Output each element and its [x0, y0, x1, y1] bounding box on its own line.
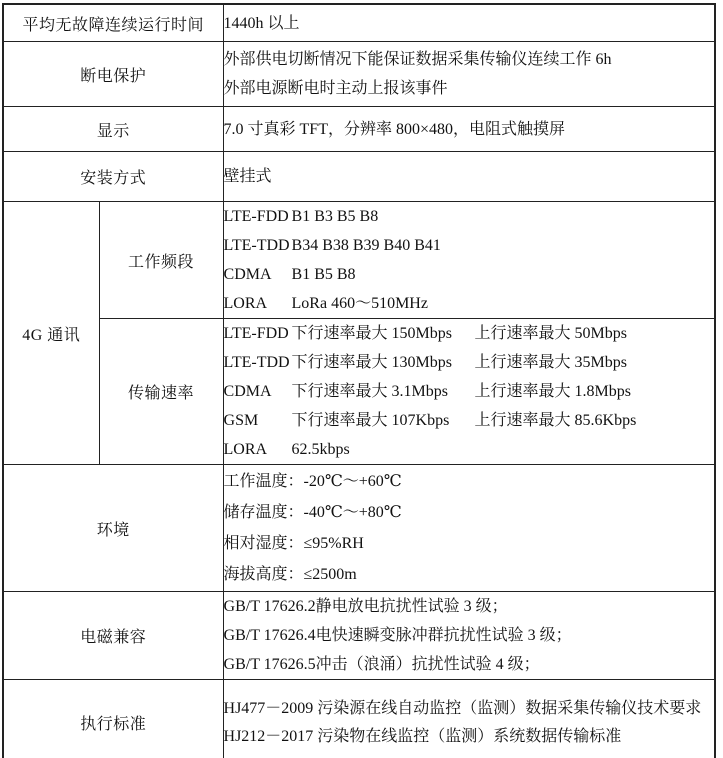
- spec-value-line: 外部电源断电时主动上报该事件: [223, 80, 448, 97]
- protocol-name: CDMA: [223, 383, 272, 400]
- protocol-name: GSM: [223, 412, 259, 429]
- protocol-name: LTE-FDD: [223, 325, 289, 342]
- freq-value: B1 B3 B5 B8: [291, 208, 379, 225]
- table-row: [3, 4, 715, 42]
- table-row: [3, 680, 715, 758]
- spec-value-line: HJ212－2017 污染物在线监控（监测）系统数据传输标准: [223, 727, 622, 745]
- row-value-mtbf: [223, 4, 715, 42]
- subrow-label-frequency-bands: [99, 202, 223, 319]
- uplink-rate: 上行速率最大 85.6Kbps: [474, 412, 637, 429]
- subrow-label-text: 传输速率: [128, 385, 195, 402]
- row-label-emc: [3, 592, 223, 680]
- table-row: [3, 202, 715, 319]
- spec-value-line: GB/T 17626.5冲击（浪涌）抗扰性试验 4 级；: [223, 656, 540, 673]
- row-value-standards: [223, 680, 715, 758]
- spec-value-line: 储存温度：-40℃～+80℃: [223, 504, 402, 521]
- row-value-emc: [223, 592, 715, 680]
- subrow-value-transfer-rate: [223, 319, 715, 465]
- freq-value: B34 B38 B39 B40 B41: [291, 237, 441, 254]
- subrow-label-text: 工作频段: [128, 253, 195, 271]
- table-row: [3, 107, 715, 152]
- row-label-text: 电磁兼容: [80, 629, 147, 646]
- downlink-rate: 下行速率最大 107Kbps: [291, 412, 450, 429]
- spec-value-line: 7.0 寸真彩 TFT，分辨率 800×480，电阻式触摸屏: [223, 120, 565, 138]
- freq-value: LoRa 460～510MHz: [291, 295, 428, 312]
- row-label-standards: [3, 680, 223, 758]
- row-value-display: [223, 107, 715, 152]
- row-value-mounting: [223, 152, 715, 202]
- row-label-text: 平均无故障连续运行时间: [22, 16, 205, 34]
- row-label-power-protection: [3, 42, 223, 107]
- row-label-text: 执行标准: [80, 716, 147, 733]
- table-row: [3, 319, 715, 465]
- row-label-text: 环境: [96, 521, 130, 539]
- protocol-name: CDMA: [223, 266, 272, 283]
- uplink-rate: 上行速率最大 1.8Mbps: [474, 383, 631, 400]
- table-row: [3, 465, 715, 592]
- spec-value-line: 外部供电切断情况下能保证数据采集传输仪连续工作 6h: [223, 51, 612, 68]
- spec-value-line: GB/T 17626.2静电放电抗扰性试验 3 级；: [223, 598, 508, 615]
- table-row: [3, 592, 715, 680]
- downlink-rate: 下行速率最大 3.1Mbps: [291, 383, 448, 400]
- row-label-environment: [3, 465, 223, 592]
- protocol-name: LORA: [223, 295, 268, 312]
- subrow-value-frequency-bands: [223, 202, 715, 319]
- spec-value-line: 壁挂式: [223, 168, 272, 185]
- spec-value-line: 1440h 以上: [223, 14, 300, 32]
- rate-line: [224, 348, 715, 377]
- uplink-rate: 上行速率最大 50Mbps: [474, 325, 627, 342]
- spec-value-line: HJ477－2009 污染源在线自动监控（监测）数据采集传输仪技术要求: [223, 699, 702, 717]
- row-value-power-protection: [223, 42, 715, 107]
- freq-line: [224, 289, 715, 318]
- rate-line: [224, 435, 715, 464]
- protocol-name: LTE-TDD: [223, 354, 290, 371]
- protocol-name: LTE-TDD: [223, 237, 290, 254]
- freq-value: B1 B5 B8: [291, 266, 356, 283]
- row-label-display: [3, 107, 223, 152]
- row-label-mounting: [3, 152, 223, 202]
- downlink-rate: 62.5kbps: [291, 441, 350, 458]
- table-row: [3, 152, 715, 202]
- protocol-name: LORA: [223, 441, 268, 458]
- downlink-rate: 下行速率最大 130Mbps: [291, 354, 452, 371]
- row-label-text: 安装方式: [80, 170, 147, 187]
- rate-line: [224, 319, 715, 348]
- row-value-environment: [223, 465, 715, 592]
- freq-line: [224, 231, 715, 260]
- spec-table: [2, 3, 716, 758]
- table-row: [3, 42, 715, 107]
- spec-value-line: 海拔高度：≤2500m: [223, 566, 357, 583]
- rate-line: [224, 377, 715, 406]
- rate-line: [224, 406, 715, 435]
- row-label-mtbf: [3, 4, 223, 42]
- freq-line: [224, 260, 715, 289]
- row-label-4g-comm: [3, 202, 99, 465]
- uplink-rate: 上行速率最大 35Mbps: [474, 354, 627, 371]
- spec-value-line: 相对湿度：≤95%RH: [223, 535, 364, 552]
- row-label-text: 显示: [96, 122, 130, 140]
- subrow-label-transfer-rate: [99, 319, 223, 465]
- protocol-name: LTE-FDD: [223, 208, 289, 225]
- row-label-text: 断电保护: [80, 67, 147, 85]
- spec-value-line: GB/T 17626.4电快速瞬变脉冲群抗扰性试验 3 级；: [223, 627, 572, 644]
- row-label-text: 4G 通讯: [22, 326, 81, 344]
- downlink-rate: 下行速率最大 150Mbps: [291, 325, 452, 342]
- spec-value-line: 工作温度：-20℃～+60℃: [223, 473, 402, 490]
- freq-line: [224, 202, 715, 231]
